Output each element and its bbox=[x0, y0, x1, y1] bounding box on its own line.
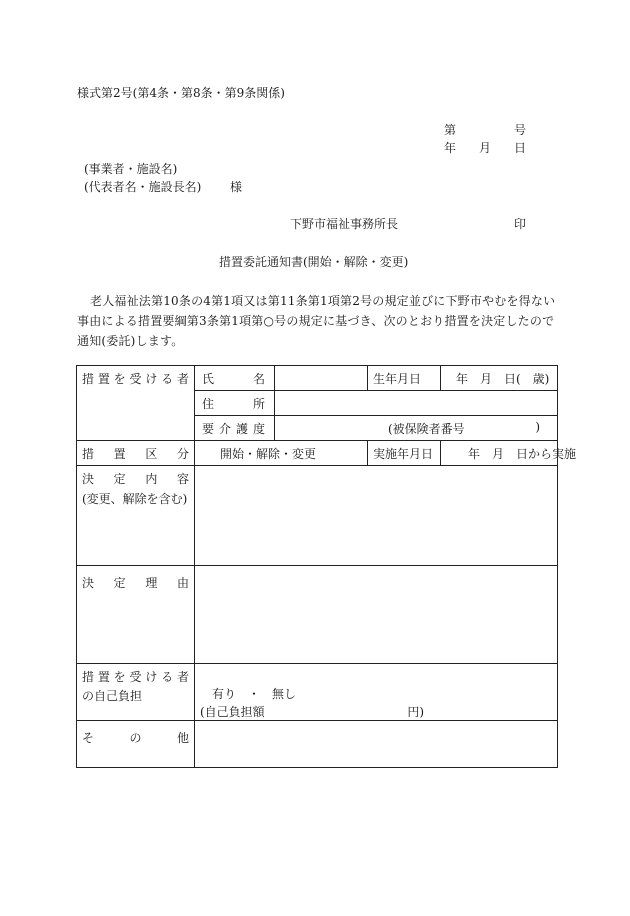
table-row bbox=[77, 466, 558, 566]
decision-label-cell bbox=[77, 466, 195, 566]
honorific: 様 bbox=[230, 180, 243, 194]
table-row bbox=[77, 566, 558, 664]
insured-number-label: (被保険者番号 bbox=[388, 421, 465, 436]
issue-date bbox=[444, 141, 526, 155]
sender-name: 下野市福祉事務所長 bbox=[290, 217, 399, 231]
date-day: 日 bbox=[513, 141, 526, 155]
burden-value: 有り ・ 無し bbox=[212, 687, 297, 701]
table-row bbox=[77, 441, 558, 466]
other-label: そ の 他 bbox=[82, 731, 189, 745]
impl-date-value: 年 月 日から実施 bbox=[468, 446, 577, 461]
name-label-2: 名 bbox=[252, 371, 265, 386]
category-value-cell[interactable] bbox=[195, 441, 368, 466]
other-value-cell[interactable] bbox=[195, 721, 558, 768]
notice-table bbox=[76, 365, 577, 768]
subject-label: 措 置 を 受 け る 者 bbox=[82, 372, 189, 386]
doc-number-suffix: 号 bbox=[513, 123, 526, 137]
burden-label-1: 措 置 を 受 け る 者 bbox=[82, 670, 189, 684]
category-label: 措 置 区 分 bbox=[82, 446, 189, 461]
decision-label: 決 定 内 容 bbox=[82, 472, 189, 486]
address-label-1: 住 bbox=[202, 396, 215, 411]
dob-label-cell bbox=[368, 366, 441, 391]
table-row bbox=[77, 721, 558, 768]
seal-mark: 印 bbox=[514, 217, 527, 231]
date-year: 年 bbox=[444, 141, 457, 155]
dob-label: 生年月日 bbox=[373, 371, 422, 386]
name-label-1: 氏 bbox=[202, 371, 215, 386]
burden-label-cell bbox=[77, 664, 195, 721]
address-label-2: 所 bbox=[252, 396, 265, 411]
reason-label: 決 定 理 由 bbox=[82, 576, 189, 590]
dob-value: 年 月 日( 歳) bbox=[456, 371, 550, 386]
name-label-cell bbox=[195, 366, 275, 391]
other-label-cell bbox=[77, 721, 195, 768]
burden-amount-label: (自己負担額 bbox=[200, 705, 265, 719]
reason-value-cell[interactable] bbox=[195, 566, 558, 664]
care-value-cell[interactable] bbox=[275, 416, 558, 441]
impl-date-value-cell[interactable] bbox=[441, 441, 577, 466]
table-row bbox=[77, 366, 558, 391]
burden-label-2: の自己負担 bbox=[82, 689, 143, 703]
recipient-representative: (代表者名・施設長名) bbox=[84, 180, 202, 194]
document-number bbox=[444, 123, 526, 137]
category-value: 開始・解除・変更 bbox=[220, 446, 317, 461]
dob-value-cell[interactable] bbox=[441, 366, 558, 391]
care-label-cell bbox=[195, 416, 275, 441]
table-row bbox=[77, 664, 558, 721]
decision-value-cell[interactable] bbox=[195, 466, 558, 566]
address-label-cell bbox=[195, 391, 275, 416]
form-number: 様式第2号(第4条・第8条・第9条関係) bbox=[77, 86, 285, 100]
decision-note: (変更、解除を含む) bbox=[82, 492, 188, 506]
subject-label-cell bbox=[77, 366, 195, 441]
date-month: 月 bbox=[478, 141, 491, 155]
document-title: 措置委託通知書(開始・解除・変更) bbox=[219, 255, 409, 269]
burden-amount-unit: 円) bbox=[407, 705, 424, 719]
burden-value-cell[interactable] bbox=[195, 664, 558, 721]
name-value-cell[interactable] bbox=[275, 366, 368, 391]
recipient-facility: (事業者・施設名) bbox=[84, 162, 178, 176]
doc-number-prefix: 第 bbox=[444, 123, 457, 137]
impl-date-label: 実施年月日 bbox=[373, 446, 434, 461]
address-value-cell[interactable] bbox=[275, 391, 558, 416]
body-text: 老人福祉法第10条の4第1項又は第11条第1項第2号の規定並びに下野市やむを得ない事由による措置要綱第3条第1項第○号の規定に基づき、次のとおり措置を決定したので通知(委託)します。 bbox=[77, 294, 556, 348]
category-label-cell bbox=[77, 441, 195, 466]
impl-date-label-cell bbox=[368, 441, 441, 466]
care-label: 要 介 護 度 bbox=[202, 421, 265, 436]
reason-label-cell bbox=[77, 566, 195, 664]
insured-number-close: ) bbox=[535, 419, 540, 434]
